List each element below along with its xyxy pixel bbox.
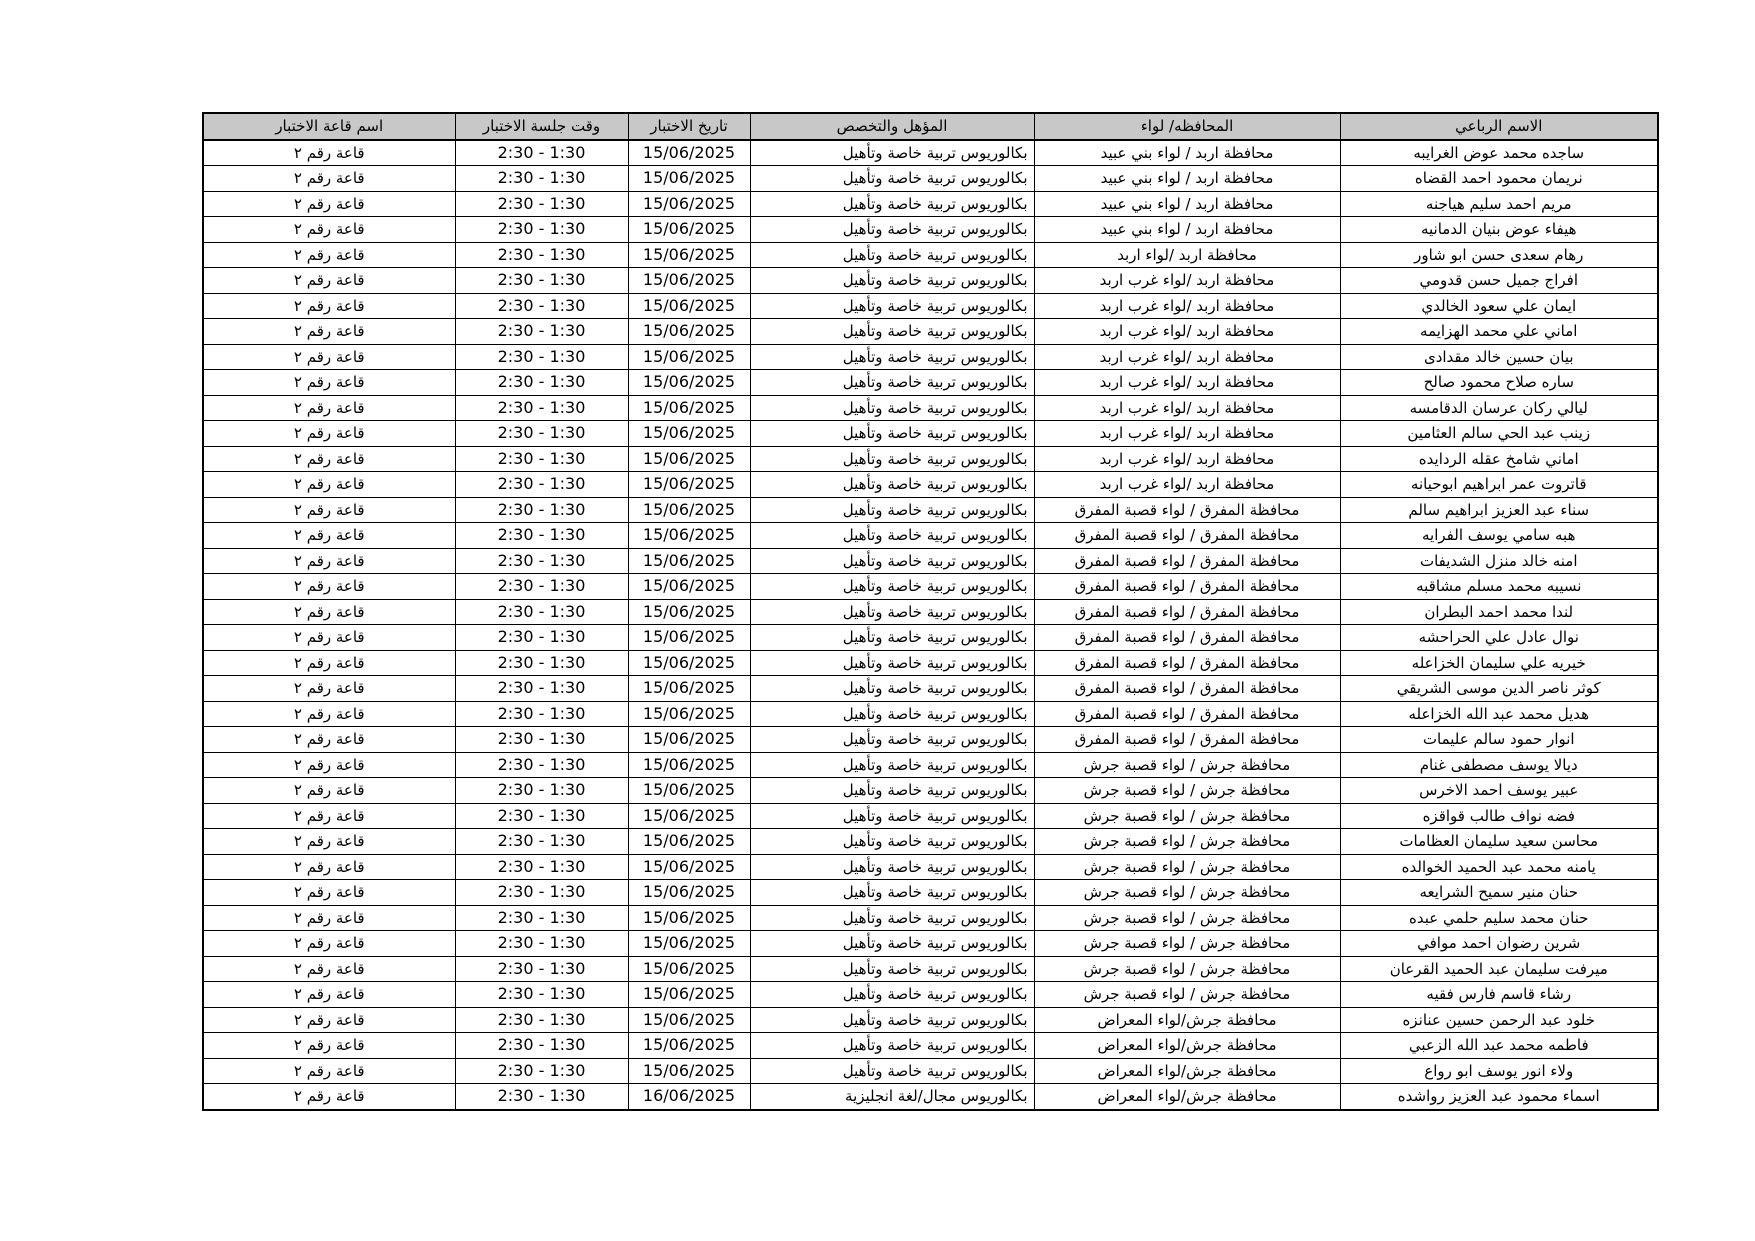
cell-name: هديل محمد عبد الله الخزاعله bbox=[1340, 701, 1658, 727]
cell-room: قاعة رقم ٢ bbox=[203, 752, 455, 778]
table-row bbox=[203, 370, 1658, 396]
cell-name: اماني شامخ عقله الردايده bbox=[1340, 446, 1658, 472]
table-row bbox=[203, 727, 1658, 753]
table-row bbox=[203, 497, 1658, 523]
cell-governorate: محافظة المفرق / لواء قصبة المفرق bbox=[1034, 497, 1340, 523]
cell-time: 2:30 - 1:30 bbox=[455, 548, 628, 574]
cell-qualification: بكالوريوس تربية خاصة وتأهيل bbox=[750, 829, 1034, 855]
cell-governorate: محافظة جرش / لواء قصبة جرش bbox=[1034, 880, 1340, 906]
cell-time: 2:30 - 1:30 bbox=[455, 395, 628, 421]
cell-name: فاطمه محمد عبد الله الزعبي bbox=[1340, 1033, 1658, 1059]
table-row bbox=[203, 319, 1658, 345]
cell-qualification: بكالوريوس تربية خاصة وتأهيل bbox=[750, 472, 1034, 498]
table-row bbox=[203, 472, 1658, 498]
table-row bbox=[203, 880, 1658, 906]
cell-time: 2:30 - 1:30 bbox=[455, 166, 628, 192]
cell-governorate: محافظة اربد / لواء بني عبيد bbox=[1034, 166, 1340, 192]
header-time: وقت جلسة الاختبار bbox=[455, 113, 628, 140]
cell-qualification: بكالوريوس تربية خاصة وتأهيل bbox=[750, 395, 1034, 421]
cell-governorate: محافظة اربد /لواء غرب اربد bbox=[1034, 395, 1340, 421]
cell-time: 2:30 - 1:30 bbox=[455, 140, 628, 166]
cell-name: خيريه علي سليمان الخزاعله bbox=[1340, 650, 1658, 676]
cell-date: 15/06/2025 bbox=[628, 650, 750, 676]
table-row bbox=[203, 242, 1658, 268]
cell-time: 2:30 - 1:30 bbox=[455, 982, 628, 1008]
cell-room: قاعة رقم ٢ bbox=[203, 1007, 455, 1033]
cell-qualification: بكالوريوس تربية خاصة وتأهيل bbox=[750, 905, 1034, 931]
cell-room: قاعة رقم ٢ bbox=[203, 599, 455, 625]
table-row bbox=[203, 523, 1658, 549]
cell-governorate: محافظة اربد /لواء غرب اربد bbox=[1034, 268, 1340, 294]
cell-qualification: بكالوريوس تربية خاصة وتأهيل bbox=[750, 344, 1034, 370]
table-row bbox=[203, 854, 1658, 880]
cell-room: قاعة رقم ٢ bbox=[203, 140, 455, 166]
cell-governorate: محافظة المفرق / لواء قصبة المفرق bbox=[1034, 676, 1340, 702]
cell-room: قاعة رقم ٢ bbox=[203, 880, 455, 906]
cell-qualification: بكالوريوس تربية خاصة وتأهيل bbox=[750, 191, 1034, 217]
cell-date: 15/06/2025 bbox=[628, 319, 750, 345]
header-date: تاريخ الاختبار bbox=[628, 113, 750, 140]
cell-qualification: بكالوريوس تربية خاصة وتأهيل bbox=[750, 931, 1034, 957]
cell-date: 15/06/2025 bbox=[628, 1058, 750, 1084]
cell-date: 15/06/2025 bbox=[628, 446, 750, 472]
cell-name: عبير يوسف احمد الاخرس bbox=[1340, 778, 1658, 804]
cell-qualification: بكالوريوس تربية خاصة وتأهيل bbox=[750, 625, 1034, 651]
table-row bbox=[203, 574, 1658, 600]
cell-room: قاعة رقم ٢ bbox=[203, 778, 455, 804]
cell-name: انوار حمود سالم عليمات bbox=[1340, 727, 1658, 753]
cell-date: 15/06/2025 bbox=[628, 140, 750, 166]
cell-time: 2:30 - 1:30 bbox=[455, 956, 628, 982]
cell-qualification: بكالوريوس تربية خاصة وتأهيل bbox=[750, 370, 1034, 396]
cell-date: 15/06/2025 bbox=[628, 982, 750, 1008]
cell-date: 15/06/2025 bbox=[628, 242, 750, 268]
cell-qualification: بكالوريوس تربية خاصة وتأهيل bbox=[750, 421, 1034, 447]
cell-name: مريم احمد سليم هياجنه bbox=[1340, 191, 1658, 217]
cell-name: قاتروت عمر ابراهيم ابوحيانه bbox=[1340, 472, 1658, 498]
cell-name: فضه نواف طالب قواقزه bbox=[1340, 803, 1658, 829]
cell-name: رهام سعدى حسن ابو شاور bbox=[1340, 242, 1658, 268]
cell-qualification: بكالوريوس تربية خاصة وتأهيل bbox=[750, 242, 1034, 268]
cell-name: لندا محمد احمد البطران bbox=[1340, 599, 1658, 625]
cell-governorate: محافظة جرش / لواء قصبة جرش bbox=[1034, 778, 1340, 804]
header-row bbox=[203, 113, 1658, 140]
cell-room: قاعة رقم ٢ bbox=[203, 956, 455, 982]
cell-time: 2:30 - 1:30 bbox=[455, 1058, 628, 1084]
cell-time: 2:30 - 1:30 bbox=[455, 446, 628, 472]
cell-room: قاعة رقم ٢ bbox=[203, 1033, 455, 1059]
cell-governorate: محافظة جرش/لواء المعراض bbox=[1034, 1007, 1340, 1033]
cell-governorate: محافظة المفرق / لواء قصبة المفرق bbox=[1034, 727, 1340, 753]
cell-date: 15/06/2025 bbox=[628, 191, 750, 217]
cell-name: حنان منير سميح الشرايعه bbox=[1340, 880, 1658, 906]
cell-governorate: محافظة المفرق / لواء قصبة المفرق bbox=[1034, 548, 1340, 574]
table-row bbox=[203, 803, 1658, 829]
table-row bbox=[203, 752, 1658, 778]
cell-qualification: بكالوريوس تربية خاصة وتأهيل bbox=[750, 701, 1034, 727]
table-row bbox=[203, 956, 1658, 982]
cell-name: بيان حسين خالد مقدادى bbox=[1340, 344, 1658, 370]
cell-time: 2:30 - 1:30 bbox=[455, 319, 628, 345]
cell-governorate: محافظة اربد /لواء غرب اربد bbox=[1034, 446, 1340, 472]
table-row bbox=[203, 701, 1658, 727]
cell-date: 15/06/2025 bbox=[628, 854, 750, 880]
cell-date: 15/06/2025 bbox=[628, 421, 750, 447]
cell-qualification: بكالوريوس تربية خاصة وتأهيل bbox=[750, 1007, 1034, 1033]
cell-qualification: بكالوريوس تربية خاصة وتأهيل bbox=[750, 880, 1034, 906]
cell-name: ساجده محمد عوض الغرايبه bbox=[1340, 140, 1658, 166]
cell-time: 2:30 - 1:30 bbox=[455, 625, 628, 651]
cell-date: 15/06/2025 bbox=[628, 727, 750, 753]
table-row bbox=[203, 548, 1658, 574]
exam-schedule-table bbox=[202, 112, 1659, 1111]
cell-room: قاعة رقم ٢ bbox=[203, 268, 455, 294]
cell-time: 2:30 - 1:30 bbox=[455, 905, 628, 931]
table-row bbox=[203, 268, 1658, 294]
cell-room: قاعة رقم ٢ bbox=[203, 676, 455, 702]
cell-room: قاعة رقم ٢ bbox=[203, 370, 455, 396]
table-row bbox=[203, 1058, 1658, 1084]
cell-date: 15/06/2025 bbox=[628, 829, 750, 855]
cell-name: هيفاء عوض بنيان الدمانيه bbox=[1340, 217, 1658, 243]
cell-qualification: بكالوريوس تربية خاصة وتأهيل bbox=[750, 778, 1034, 804]
table-row bbox=[203, 1084, 1658, 1110]
header-qualification: المؤهل والتخصص bbox=[750, 113, 1034, 140]
cell-time: 2:30 - 1:30 bbox=[455, 854, 628, 880]
cell-date: 15/06/2025 bbox=[628, 778, 750, 804]
cell-room: قاعة رقم ٢ bbox=[203, 166, 455, 192]
cell-qualification: بكالوريوس تربية خاصة وتأهيل bbox=[750, 268, 1034, 294]
cell-qualification: بكالوريوس تربية خاصة وتأهيل bbox=[750, 217, 1034, 243]
cell-governorate: محافظة اربد / لواء بني عبيد bbox=[1034, 191, 1340, 217]
table-row bbox=[203, 293, 1658, 319]
cell-room: قاعة رقم ٢ bbox=[203, 319, 455, 345]
cell-room: قاعة رقم ٢ bbox=[203, 931, 455, 957]
table-row bbox=[203, 625, 1658, 651]
cell-time: 2:30 - 1:30 bbox=[455, 880, 628, 906]
cell-date: 15/06/2025 bbox=[628, 1033, 750, 1059]
cell-governorate: محافظة المفرق / لواء قصبة المفرق bbox=[1034, 701, 1340, 727]
cell-room: قاعة رقم ٢ bbox=[203, 727, 455, 753]
cell-date: 15/06/2025 bbox=[628, 548, 750, 574]
cell-governorate: محافظة جرش / لواء قصبة جرش bbox=[1034, 854, 1340, 880]
cell-qualification: بكالوريوس تربية خاصة وتأهيل bbox=[750, 548, 1034, 574]
table-row bbox=[203, 829, 1658, 855]
cell-name: ميرفت سليمان عبد الحميد القرعان bbox=[1340, 956, 1658, 982]
cell-date: 15/06/2025 bbox=[628, 497, 750, 523]
cell-time: 2:30 - 1:30 bbox=[455, 497, 628, 523]
cell-time: 2:30 - 1:30 bbox=[455, 676, 628, 702]
cell-room: قاعة رقم ٢ bbox=[203, 344, 455, 370]
cell-qualification: بكالوريوس تربية خاصة وتأهيل bbox=[750, 982, 1034, 1008]
cell-governorate: محافظة جرش / لواء قصبة جرش bbox=[1034, 931, 1340, 957]
cell-name: سناء عبد العزيز ابراهيم سالم bbox=[1340, 497, 1658, 523]
cell-name: محاسن سعيد سليمان العظامات bbox=[1340, 829, 1658, 855]
cell-date: 15/06/2025 bbox=[628, 599, 750, 625]
table-row bbox=[203, 676, 1658, 702]
cell-date: 15/06/2025 bbox=[628, 931, 750, 957]
cell-room: قاعة رقم ٢ bbox=[203, 497, 455, 523]
cell-date: 15/06/2025 bbox=[628, 1007, 750, 1033]
table-row bbox=[203, 1007, 1658, 1033]
table-row bbox=[203, 778, 1658, 804]
cell-governorate: محافظة جرش / لواء قصبة جرش bbox=[1034, 803, 1340, 829]
cell-governorate: محافظة اربد /لواء غرب اربد bbox=[1034, 293, 1340, 319]
cell-time: 2:30 - 1:30 bbox=[455, 599, 628, 625]
cell-governorate: محافظة اربد / لواء بني عبيد bbox=[1034, 140, 1340, 166]
cell-room: قاعة رقم ٢ bbox=[203, 395, 455, 421]
cell-room: قاعة رقم ٢ bbox=[203, 446, 455, 472]
cell-time: 2:30 - 1:30 bbox=[455, 523, 628, 549]
cell-name: نوال عادل علي الحراحشه bbox=[1340, 625, 1658, 651]
cell-date: 15/06/2025 bbox=[628, 293, 750, 319]
cell-name: ساره صلاح محمود صالح bbox=[1340, 370, 1658, 396]
table-header bbox=[203, 113, 1658, 140]
cell-time: 2:30 - 1:30 bbox=[455, 650, 628, 676]
cell-room: قاعة رقم ٢ bbox=[203, 293, 455, 319]
cell-time: 2:30 - 1:30 bbox=[455, 217, 628, 243]
cell-date: 15/06/2025 bbox=[628, 370, 750, 396]
cell-name: ايمان علي سعود الخالدي bbox=[1340, 293, 1658, 319]
cell-name: افراج جميل حسن قدومي bbox=[1340, 268, 1658, 294]
cell-qualification: بكالوريوس تربية خاصة وتأهيل bbox=[750, 319, 1034, 345]
cell-governorate: محافظة جرش / لواء قصبة جرش bbox=[1034, 752, 1340, 778]
cell-time: 2:30 - 1:30 bbox=[455, 421, 628, 447]
cell-qualification: بكالوريوس تربية خاصة وتأهيل bbox=[750, 650, 1034, 676]
table-row bbox=[203, 599, 1658, 625]
cell-governorate: محافظة جرش/لواء المعراض bbox=[1034, 1058, 1340, 1084]
cell-name: هبه سامي يوسف الفرايه bbox=[1340, 523, 1658, 549]
cell-time: 2:30 - 1:30 bbox=[455, 803, 628, 829]
cell-date: 15/06/2025 bbox=[628, 344, 750, 370]
cell-qualification: بكالوريوس تربية خاصة وتأهيل bbox=[750, 293, 1034, 319]
cell-time: 2:30 - 1:30 bbox=[455, 191, 628, 217]
table-row bbox=[203, 931, 1658, 957]
cell-name: ليالي ركان عرسان الدقامسه bbox=[1340, 395, 1658, 421]
cell-governorate: محافظة المفرق / لواء قصبة المفرق bbox=[1034, 650, 1340, 676]
table-row bbox=[203, 191, 1658, 217]
cell-date: 15/06/2025 bbox=[628, 472, 750, 498]
cell-date: 15/06/2025 bbox=[628, 268, 750, 294]
cell-time: 2:30 - 1:30 bbox=[455, 574, 628, 600]
cell-time: 2:30 - 1:30 bbox=[455, 344, 628, 370]
cell-governorate: محافظة المفرق / لواء قصبة المفرق bbox=[1034, 599, 1340, 625]
cell-time: 2:30 - 1:30 bbox=[455, 701, 628, 727]
cell-room: قاعة رقم ٢ bbox=[203, 1084, 455, 1110]
cell-qualification: بكالوريوس تربية خاصة وتأهيل bbox=[750, 1033, 1034, 1059]
cell-time: 2:30 - 1:30 bbox=[455, 931, 628, 957]
cell-qualification: بكالوريوس تربية خاصة وتأهيل bbox=[750, 1058, 1034, 1084]
cell-qualification: بكالوريوس تربية خاصة وتأهيل bbox=[750, 166, 1034, 192]
cell-room: قاعة رقم ٢ bbox=[203, 854, 455, 880]
cell-room: قاعة رقم ٢ bbox=[203, 905, 455, 931]
cell-name: اسماء محمود عبد العزيز رواشده bbox=[1340, 1084, 1658, 1110]
table-row bbox=[203, 1033, 1658, 1059]
cell-governorate: محافظة المفرق / لواء قصبة المفرق bbox=[1034, 574, 1340, 600]
cell-date: 15/06/2025 bbox=[628, 880, 750, 906]
cell-qualification: بكالوريوس تربية خاصة وتأهيل bbox=[750, 676, 1034, 702]
cell-name: خلود عبد الرحمن حسين عنانزه bbox=[1340, 1007, 1658, 1033]
cell-room: قاعة رقم ٢ bbox=[203, 548, 455, 574]
cell-governorate: محافظة اربد / لواء بني عبيد bbox=[1034, 217, 1340, 243]
table-row bbox=[203, 395, 1658, 421]
cell-time: 2:30 - 1:30 bbox=[455, 472, 628, 498]
cell-date: 15/06/2025 bbox=[628, 574, 750, 600]
cell-name: شرين رضوان احمد موافي bbox=[1340, 931, 1658, 957]
cell-room: قاعة رقم ٢ bbox=[203, 217, 455, 243]
cell-time: 2:30 - 1:30 bbox=[455, 752, 628, 778]
cell-room: قاعة رقم ٢ bbox=[203, 191, 455, 217]
cell-governorate: محافظة جرش/لواء المعراض bbox=[1034, 1084, 1340, 1110]
cell-time: 2:30 - 1:30 bbox=[455, 727, 628, 753]
cell-qualification: بكالوريوس تربية خاصة وتأهيل bbox=[750, 803, 1034, 829]
cell-name: امنه خالد منزل الشديفات bbox=[1340, 548, 1658, 574]
cell-governorate: محافظة المفرق / لواء قصبة المفرق bbox=[1034, 625, 1340, 651]
cell-governorate: محافظة جرش / لواء قصبة جرش bbox=[1034, 829, 1340, 855]
cell-date: 15/06/2025 bbox=[628, 166, 750, 192]
table-row bbox=[203, 344, 1658, 370]
cell-name: رشاء قاسم فارس فقيه bbox=[1340, 982, 1658, 1008]
cell-time: 2:30 - 1:30 bbox=[455, 370, 628, 396]
cell-room: قاعة رقم ٢ bbox=[203, 421, 455, 447]
cell-name: ديالا يوسف مصطفى غنام bbox=[1340, 752, 1658, 778]
cell-qualification: بكالوريوس تربية خاصة وتأهيل bbox=[750, 497, 1034, 523]
cell-date: 15/06/2025 bbox=[628, 905, 750, 931]
cell-date: 15/06/2025 bbox=[628, 217, 750, 243]
cell-date: 15/06/2025 bbox=[628, 701, 750, 727]
cell-governorate: محافظة جرش / لواء قصبة جرش bbox=[1034, 982, 1340, 1008]
cell-time: 2:30 - 1:30 bbox=[455, 1033, 628, 1059]
cell-time: 2:30 - 1:30 bbox=[455, 829, 628, 855]
header-name: الاسم الرباعي bbox=[1340, 113, 1658, 140]
cell-qualification: بكالوريوس تربية خاصة وتأهيل bbox=[750, 446, 1034, 472]
cell-date: 15/06/2025 bbox=[628, 803, 750, 829]
cell-name: يامنه محمد عبد الحميد الخوالده bbox=[1340, 854, 1658, 880]
cell-room: قاعة رقم ٢ bbox=[203, 523, 455, 549]
cell-name: نريمان محمود احمد القضاه bbox=[1340, 166, 1658, 192]
table-row bbox=[203, 421, 1658, 447]
cell-governorate: محافظة اربد /لواء غرب اربد bbox=[1034, 370, 1340, 396]
table-row bbox=[203, 982, 1658, 1008]
cell-name: اماني علي محمد الهزايمه bbox=[1340, 319, 1658, 345]
cell-qualification: بكالوريوس تربية خاصة وتأهيل bbox=[750, 574, 1034, 600]
cell-time: 2:30 - 1:30 bbox=[455, 293, 628, 319]
cell-room: قاعة رقم ٢ bbox=[203, 242, 455, 268]
cell-name: ولاء انور يوسف ابو رواع bbox=[1340, 1058, 1658, 1084]
table-row bbox=[203, 446, 1658, 472]
header-governorate: المحافظه/ لواء bbox=[1034, 113, 1340, 140]
cell-date: 15/06/2025 bbox=[628, 523, 750, 549]
cell-governorate: محافظة اربد /لواء غرب اربد bbox=[1034, 319, 1340, 345]
cell-room: قاعة رقم ٢ bbox=[203, 701, 455, 727]
cell-time: 2:30 - 1:30 bbox=[455, 242, 628, 268]
table-row bbox=[203, 217, 1658, 243]
cell-governorate: محافظة جرش / لواء قصبة جرش bbox=[1034, 905, 1340, 931]
table-row bbox=[203, 166, 1658, 192]
cell-qualification: بكالوريوس تربية خاصة وتأهيل bbox=[750, 854, 1034, 880]
cell-qualification: بكالوريوس تربية خاصة وتأهيل bbox=[750, 140, 1034, 166]
cell-qualification: بكالوريوس تربية خاصة وتأهيل bbox=[750, 956, 1034, 982]
cell-qualification: بكالوريوس تربية خاصة وتأهيل bbox=[750, 599, 1034, 625]
table-row bbox=[203, 905, 1658, 931]
cell-room: قاعة رقم ٢ bbox=[203, 803, 455, 829]
cell-date: 15/06/2025 bbox=[628, 676, 750, 702]
table-body bbox=[203, 140, 1658, 1110]
cell-time: 2:30 - 1:30 bbox=[455, 1084, 628, 1110]
cell-name: زينب عبد الحي سالم العثامين bbox=[1340, 421, 1658, 447]
cell-governorate: محافظة جرش/لواء المعراض bbox=[1034, 1033, 1340, 1059]
cell-time: 2:30 - 1:30 bbox=[455, 778, 628, 804]
cell-date: 15/06/2025 bbox=[628, 752, 750, 778]
cell-qualification: بكالوريوس تربية خاصة وتأهيل bbox=[750, 523, 1034, 549]
cell-room: قاعة رقم ٢ bbox=[203, 829, 455, 855]
table-row bbox=[203, 140, 1658, 166]
cell-date: 15/06/2025 bbox=[628, 625, 750, 651]
cell-name: حنان محمد سليم حلمي عبده bbox=[1340, 905, 1658, 931]
cell-room: قاعة رقم ٢ bbox=[203, 625, 455, 651]
cell-governorate: محافظة اربد /لواء اربد bbox=[1034, 242, 1340, 268]
cell-time: 2:30 - 1:30 bbox=[455, 268, 628, 294]
table-row bbox=[203, 650, 1658, 676]
cell-governorate: محافظة المفرق / لواء قصبة المفرق bbox=[1034, 523, 1340, 549]
cell-governorate: محافظة اربد /لواء غرب اربد bbox=[1034, 472, 1340, 498]
cell-governorate: محافظة اربد /لواء غرب اربد bbox=[1034, 344, 1340, 370]
cell-qualification: بكالوريوس تربية خاصة وتأهيل bbox=[750, 727, 1034, 753]
cell-room: قاعة رقم ٢ bbox=[203, 982, 455, 1008]
cell-date: 15/06/2025 bbox=[628, 395, 750, 421]
cell-name: كوثر ناصر الدين موسى الشريقي bbox=[1340, 676, 1658, 702]
cell-room: قاعة رقم ٢ bbox=[203, 574, 455, 600]
cell-room: قاعة رقم ٢ bbox=[203, 650, 455, 676]
cell-room: قاعة رقم ٢ bbox=[203, 472, 455, 498]
cell-time: 2:30 - 1:30 bbox=[455, 1007, 628, 1033]
cell-governorate: محافظة جرش / لواء قصبة جرش bbox=[1034, 956, 1340, 982]
cell-governorate: محافظة اربد /لواء غرب اربد bbox=[1034, 421, 1340, 447]
cell-qualification: بكالوريوس مجال/لغة انجليزية bbox=[750, 1084, 1034, 1110]
header-room: اسم قاعة الاختبار bbox=[203, 113, 455, 140]
cell-qualification: بكالوريوس تربية خاصة وتأهيل bbox=[750, 752, 1034, 778]
cell-date: 16/06/2025 bbox=[628, 1084, 750, 1110]
cell-name: نسيبه محمد مسلم مشاقبه bbox=[1340, 574, 1658, 600]
cell-room: قاعة رقم ٢ bbox=[203, 1058, 455, 1084]
cell-date: 15/06/2025 bbox=[628, 956, 750, 982]
